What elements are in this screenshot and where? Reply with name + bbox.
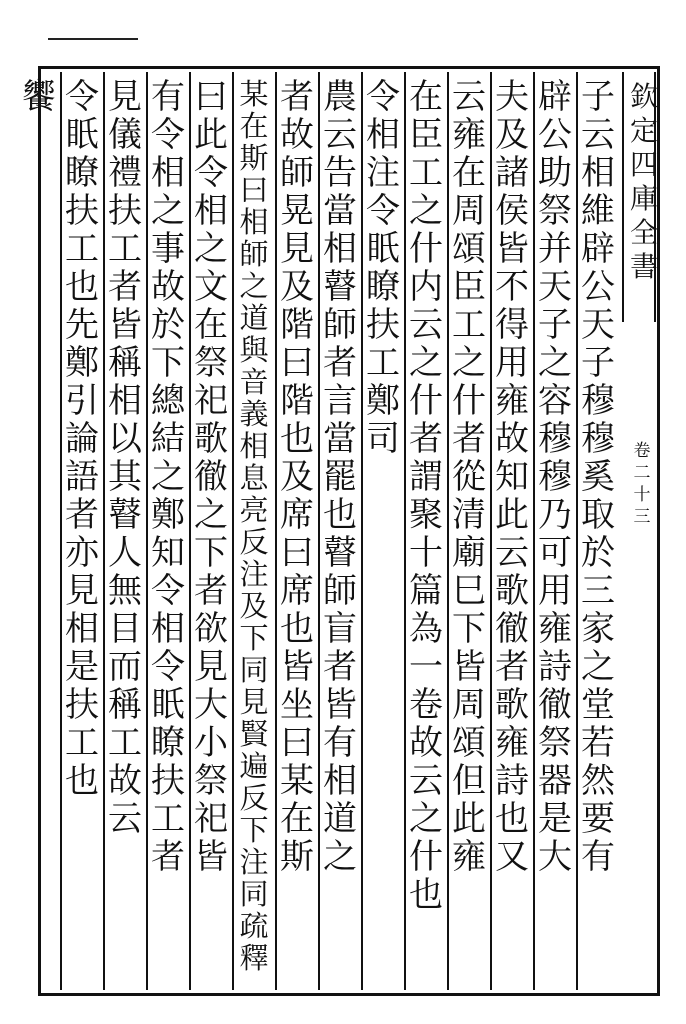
column-rule [60,72,62,990]
text-column-c8 [274,78,320,876]
text-char: 小 [194,723,228,763]
text-char: 天 [581,305,615,345]
text-char: 相 [239,429,269,463]
text-char: 瞭 [151,723,185,763]
text-char: 以 [108,419,142,459]
text-char: 什 [409,381,443,421]
text-char: 與 [239,333,269,367]
text-char: 器 [538,761,572,801]
text-char: 知 [495,457,529,497]
text-char: 歌 [495,685,529,725]
text-char: 而 [108,647,142,687]
text-char: 穆 [581,419,615,459]
text-char: 之 [194,495,228,535]
book-title-char: 庫 [629,182,658,215]
volume-label [630,440,654,528]
text-char: 也 [495,799,529,839]
text-char: 辟 [538,77,572,117]
text-column-c1 [575,78,621,876]
text-char: 之 [581,647,615,687]
text-column-c7 [317,78,363,876]
text-char: 下 [194,533,228,573]
text-char: 令 [194,153,228,193]
text-char: 但 [452,761,486,801]
text-char: 并 [538,229,572,269]
text-char: 之 [409,191,443,231]
text-char: 令 [366,77,400,117]
text-char: 云 [108,799,142,839]
text-char: 先 [65,305,99,345]
text-char: 此 [452,799,486,839]
text-char: 者 [108,267,142,307]
text-char: 雍 [495,723,529,763]
text-char: 徹 [194,457,228,497]
text-char: 若 [581,723,615,763]
text-char: 故 [280,115,314,155]
text-char: 眂 [65,115,99,155]
text-char: 之 [538,343,572,383]
text-char: 用 [495,343,529,383]
text-char: 穆 [581,381,615,421]
text-char: 下 [239,813,269,847]
text-char: 曰 [280,343,314,383]
text-char: 巳 [452,571,486,611]
text-char: 者 [323,343,357,383]
text-char: 之 [151,191,185,231]
text-char: 扶 [151,761,185,801]
text-char: 一 [409,647,443,687]
text-char: 者 [495,647,529,687]
text-char: 者 [65,495,99,535]
text-char: 及 [239,589,269,623]
text-column-c2 [532,78,578,876]
text-char: 令 [151,571,185,611]
text-char: 相 [108,381,142,421]
text-char: 曰 [280,723,314,763]
text-char: 歌 [495,571,529,611]
text-char: 維 [581,191,615,231]
text-char: 稱 [108,685,142,725]
text-char: 下 [151,343,185,383]
text-char: 諸 [495,153,529,193]
text-char: 師 [323,305,357,345]
text-column-c10 [188,78,234,876]
text-column-c12 [102,78,148,838]
text-char: 相 [323,229,357,269]
text-char: 用 [538,571,572,611]
text-char: 然 [581,761,615,801]
text-char: 皆 [108,305,142,345]
text-char: 子 [538,305,572,345]
text-char: 者 [452,419,486,459]
text-char: 故 [151,267,185,307]
book-title [621,80,667,284]
text-char: 有 [151,77,185,117]
text-column-c11 [145,78,191,876]
text-char: 内 [409,267,443,307]
text-char: 賢 [239,717,269,751]
text-char: 鄭 [151,495,185,535]
text-char: 儀 [108,115,142,155]
text-char: 注 [239,845,269,879]
text-char: 扶 [65,685,99,725]
text-char: 云 [581,115,615,155]
text-char: 反 [239,525,269,559]
text-char: 工 [65,723,99,763]
text-char: 及 [280,457,314,497]
text-char: 相 [239,205,269,239]
text-char: 云 [495,533,529,573]
text-char: 同 [239,653,269,687]
text-char: 令 [151,115,185,155]
text-char: 工 [108,723,142,763]
text-char: 是 [65,647,99,687]
text-char: 階 [280,381,314,421]
text-char: 瞽 [323,267,357,307]
text-char: 徹 [538,685,572,725]
text-char: 雍 [538,609,572,649]
text-char: 云 [409,761,443,801]
text-char: 也 [280,609,314,649]
text-char: 皆 [495,229,529,269]
text-char: 周 [452,191,486,231]
text-char: 詩 [538,647,572,687]
text-char: 當 [323,419,357,459]
text-char: 祭 [194,761,228,801]
text-char: 鄭 [366,381,400,421]
text-char: 侯 [495,191,529,231]
text-char: 詩 [495,761,529,801]
text-char: 故 [108,761,142,801]
text-char: 什 [452,381,486,421]
text-char: 雍 [495,381,529,421]
text-column-c5 [403,78,449,914]
text-char: 某 [239,77,269,111]
text-char: 司 [366,419,400,459]
text-char: 人 [108,533,142,573]
text-char: 某 [280,761,314,801]
text-char: 穆 [538,419,572,459]
book-title-char: 四 [629,148,658,181]
text-char: 公 [538,115,572,155]
text-char: 知 [151,533,185,573]
text-char: 曰 [239,173,269,207]
text-char: 工 [65,229,99,269]
text-char: 在 [452,153,486,193]
text-char: 之 [194,229,228,269]
text-char: 相 [151,609,185,649]
text-char: 相 [323,761,357,801]
text-char: 工 [452,305,486,345]
text-char: 是 [538,799,572,839]
text-char: 聚 [409,495,443,535]
book-title-char: 全 [629,216,658,249]
text-char: 什 [409,229,443,269]
text-char: 清 [452,495,486,535]
text-char: 盲 [323,609,357,649]
text-column-c13 [59,78,105,800]
text-char: 堂 [581,685,615,725]
text-char: 令 [366,191,400,231]
volume-char: 二 [633,463,651,483]
text-char: 也 [323,495,357,535]
text-char: 工 [108,229,142,269]
text-char: 告 [323,153,357,193]
text-char: 公 [581,267,615,307]
text-char: 疏 [239,909,269,943]
text-char: 斯 [280,837,314,877]
text-char: 又 [495,837,529,877]
text-char: 不 [495,267,529,307]
text-char: 遍 [239,749,269,783]
text-char: 皆 [280,647,314,687]
text-char: 饗 [22,77,56,117]
text-char: 瞽 [323,533,357,573]
text-char: 此 [495,495,529,535]
text-char: 皆 [452,647,486,687]
text-char: 天 [538,267,572,307]
text-char: 席 [280,495,314,535]
text-char: 斯 [239,141,269,175]
text-char: 當 [323,191,357,231]
text-char: 在 [280,799,314,839]
text-char: 鄭 [65,343,99,383]
text-char: 見 [280,229,314,269]
text-char: 論 [65,419,99,459]
text-char: 工 [151,799,185,839]
book-title-char: 欽 [629,80,658,113]
text-char: 也 [280,419,314,459]
text-char: 臣 [409,115,443,155]
text-char: 眂 [366,229,400,269]
text-char: 之 [151,457,185,497]
book-title-char: 定 [629,114,658,147]
text-column-c6 [360,78,406,458]
text-char: 義 [239,397,269,431]
text-char: 廟 [452,533,486,573]
text-char: 扶 [65,191,99,231]
text-char: 者 [194,571,228,611]
text-char: 雍 [452,837,486,877]
text-char: 云 [323,115,357,155]
text-char: 曰 [280,533,314,573]
text-char: 文 [194,267,228,307]
text-char: 取 [581,495,615,535]
text-char: 故 [409,723,443,763]
text-char: 稱 [108,343,142,383]
text-char: 相 [151,153,185,193]
text-char: 乃 [538,495,572,535]
text-char: 云 [452,77,486,117]
text-char: 皆 [323,685,357,725]
text-char: 坐 [280,685,314,725]
text-char: 結 [151,419,185,459]
text-char: 見 [65,571,99,611]
text-char: 下 [452,609,486,649]
text-char: 謂 [409,457,443,497]
text-char: 罷 [323,457,357,497]
text-char: 於 [151,305,185,345]
text-char: 在 [409,77,443,117]
text-char: 晃 [280,191,314,231]
text-char: 祭 [194,343,228,383]
text-char: 農 [323,77,357,117]
text-char: 皆 [194,837,228,877]
text-char: 無 [108,571,142,611]
text-char: 言 [323,381,357,421]
text-char: 者 [323,647,357,687]
text-char: 祀 [194,381,228,421]
text-char: 在 [194,305,228,345]
text-char: 見 [239,685,269,719]
text-char: 引 [65,381,99,421]
text-char: 注 [366,153,400,193]
text-char: 於 [581,533,615,573]
text-char: 要 [581,799,615,839]
text-char: 亮 [239,493,269,527]
text-char: 相 [581,153,615,193]
text-char: 三 [581,571,615,611]
text-char: 奚 [581,457,615,497]
text-char: 師 [239,237,269,271]
text-char: 也 [65,267,99,307]
text-char: 語 [65,457,99,497]
text-char: 助 [538,153,572,193]
text-char: 祭 [538,191,572,231]
text-char: 釋 [239,941,269,975]
text-char: 篇 [409,571,443,611]
text-char: 子 [581,343,615,383]
text-char: 頌 [452,229,486,269]
text-char: 子 [581,77,615,117]
text-char: 亦 [65,533,99,573]
book-title-char: 書 [629,250,658,283]
text-char: 有 [581,837,615,877]
text-char: 卷 [409,685,443,725]
text-char: 工 [366,343,400,383]
text-char: 穆 [538,457,572,497]
text-char: 相 [366,115,400,155]
text-char: 者 [280,77,314,117]
text-char: 欲 [194,609,228,649]
text-char: 令 [65,77,99,117]
text-char: 階 [280,305,314,345]
text-char: 雍 [452,115,486,155]
text-char: 師 [323,571,357,611]
text-char: 下 [239,621,269,655]
text-char: 事 [151,229,185,269]
text-char: 容 [538,381,572,421]
text-char: 注 [239,557,269,591]
text-char: 大 [538,837,572,877]
text-char: 禮 [108,153,142,193]
text-char: 得 [495,305,529,345]
text-char: 也 [65,761,99,801]
text-char: 夫 [495,77,529,117]
text-char: 席 [280,571,314,611]
text-char: 十 [409,533,443,573]
text-char: 息 [239,461,269,495]
text-char: 故 [495,419,529,459]
text-char: 之 [323,837,357,877]
text-char: 在 [239,109,269,143]
text-char: 者 [409,419,443,459]
text-char: 見 [108,77,142,117]
text-char: 祭 [538,723,572,763]
text-char: 曰 [194,77,228,117]
text-char: 扶 [366,305,400,345]
volume-char: 卷 [633,441,651,461]
text-char: 相 [194,191,228,231]
text-char: 歌 [194,419,228,459]
text-char: 其 [108,457,142,497]
text-char: 周 [452,685,486,725]
text-char: 扶 [108,191,142,231]
text-char: 大 [194,685,228,725]
text-char: 瞽 [108,495,142,535]
text-char: 反 [239,781,269,815]
text-char: 云 [409,305,443,345]
text-char: 者 [151,837,185,877]
text-char: 之 [239,269,269,303]
text-char: 為 [409,609,443,649]
text-char: 同 [239,877,269,911]
text-char: 師 [280,153,314,193]
text-char: 工 [409,153,443,193]
volume-char: 三 [633,507,651,527]
text-char: 從 [452,457,486,497]
text-char: 之 [452,343,486,383]
text-char: 道 [239,301,269,335]
top-rule-line [48,38,138,40]
text-char: 之 [409,343,443,383]
text-char: 之 [409,799,443,839]
text-char: 頌 [452,723,486,763]
text-column-c9 [231,78,277,974]
text-char: 眂 [151,685,185,725]
text-char: 瞭 [366,267,400,307]
text-char: 徹 [495,609,529,649]
text-char: 瞭 [65,153,99,193]
text-char: 總 [151,381,185,421]
text-char: 什 [409,837,443,877]
text-char: 令 [151,647,185,687]
text-char: 見 [194,647,228,687]
text-char: 道 [323,799,357,839]
text-column-c4 [446,78,492,876]
text-char: 相 [65,609,99,649]
text-char: 目 [108,609,142,649]
text-column-c14 [16,78,62,116]
text-char: 辟 [581,229,615,269]
text-column-c3 [489,78,535,876]
text-char: 有 [323,723,357,763]
text-char: 及 [280,267,314,307]
volume-char: 十 [633,485,651,505]
text-char: 祀 [194,799,228,839]
text-char: 也 [409,875,443,915]
text-char: 此 [194,115,228,155]
text-char: 臣 [452,267,486,307]
text-char: 及 [495,115,529,155]
text-char: 家 [581,609,615,649]
text-char: 可 [538,533,572,573]
text-char: 音 [239,365,269,399]
